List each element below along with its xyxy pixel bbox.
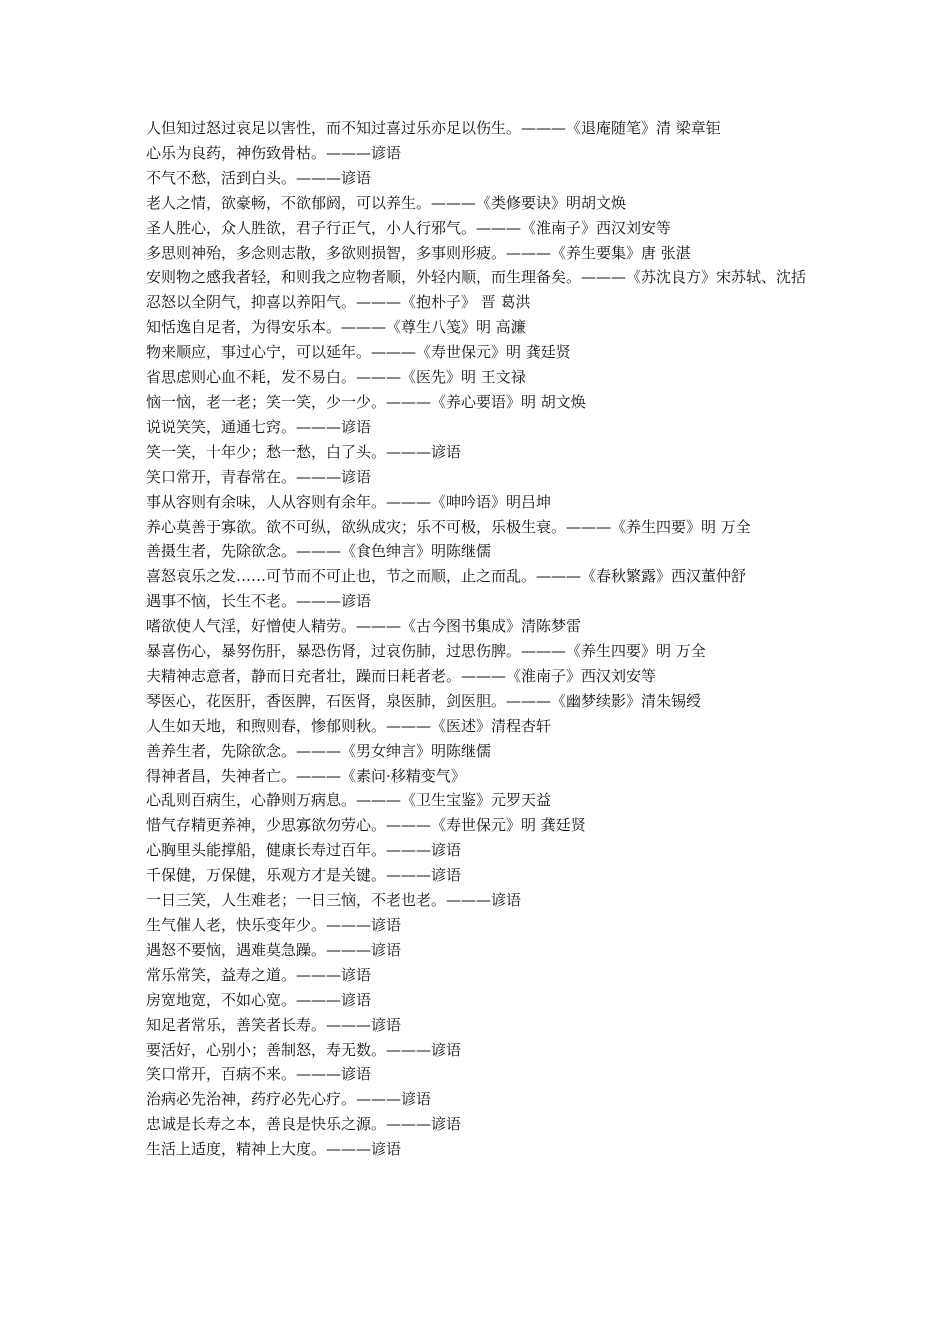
quote-line: 善养生者，先除欲念。———《男女绅言》明陈继儒 xyxy=(146,741,492,760)
quote-line: 生活上适度，精神上大度。———谚语 xyxy=(146,1140,402,1159)
quote-line: 多思则神殆，多念则志散，多欲则损智，多事则形疲。———《养生要集》唐 张湛 xyxy=(146,243,691,262)
quote-line: 心乐为良药，神伤致骨枯。———谚语 xyxy=(146,143,402,162)
quote-line: 圣人胜心，众人胜欲，君子行正气，小人行邪气。———《淮南子》西汉刘安等 xyxy=(146,218,672,237)
quote-line: 琴医心，花医肝，香医脾，石医肾，泉医肺，剑医胆。———《幽梦续影》清朱锡绶 xyxy=(146,691,702,710)
quote-line: 人但知过怒过哀足以害性，而不知过喜过乐亦足以伤生。———《退庵随笔》清 梁章钜 xyxy=(146,119,721,137)
quote-line: 遇怒不要恼，遇难莫急躁。———谚语 xyxy=(146,940,402,959)
quote-line: 养心莫善于寡欲。欲不可纵，欲纵成灾；乐不可极，乐极生衰。———《养生四要》明 万全 xyxy=(146,517,751,536)
quote-line: 生气催人老，快乐变年少。———谚语 xyxy=(146,916,402,934)
quote-line: 心乱则百病生，心静则万病息。———《卫生宝鉴》元罗天益 xyxy=(146,791,552,810)
quote-line: 人生如天地，和煦则春，惨郁则秋。———《医述》清程杏轩 xyxy=(146,716,552,735)
quote-line: 忍怒以全阴气，抑喜以养阳气。———《抱朴子》 晋 葛洪 xyxy=(146,293,531,312)
quote-line: 善摄生者，先除欲念。———《食色绅言》明陈继儒 xyxy=(146,542,492,561)
quote-line: 说说笑笑，通通七窍。———谚语 xyxy=(146,417,372,436)
quote-line: 事从容则有余味，人从容则有余年。———《呻吟语》明吕坤 xyxy=(146,492,552,511)
quote-line: 不气不愁，活到白头。———谚语 xyxy=(146,168,372,187)
quote-line: 心胸里头能撑船，健康长寿过百年。———谚语 xyxy=(146,841,462,860)
document-body xyxy=(146,116,810,1162)
quote-line: 安则物之感我者轻，和则我之应物者顺，外轻内顺，而生理备矣。———《苏沈良方》宋苏轼、沈括 xyxy=(146,268,807,287)
quote-line: 物来顺应，事过心宁，可以延年。———《寿世保元》明 龚廷贤 xyxy=(146,343,571,362)
quote-line: 暴喜伤心，暴努伤肝，暴恐伤肾，过哀伤肺，过思伤脾。———《养生四要》明 万全 xyxy=(146,642,706,661)
quote-line: 笑一笑，十年少；愁一愁，白了头。———谚语 xyxy=(146,442,462,461)
quote-line: 遇事不恼，长生不老。———谚语 xyxy=(146,592,372,611)
quote-line: 笑口常开，青春常在。———谚语 xyxy=(146,467,372,486)
quote-line: 省思虑则心血不耗，发不易白。———《医先》明 王文禄 xyxy=(146,368,526,387)
quote-line: 笑口常开，百病不来。———谚语 xyxy=(146,1065,372,1084)
quote-line: 一日三笑，人生难老；一日三恼，不老也老。———谚语 xyxy=(146,891,522,910)
quote-line: 恼一恼，老一老；笑一笑，少一少。———《养心要语》明 胡文焕 xyxy=(146,392,586,411)
quote-line: 常乐常笑，益寿之道。———谚语 xyxy=(146,965,372,984)
quote-line: 老人之情，欲豪畅，不欲郁阏，可以养生。———《类修要诀》明胡文焕 xyxy=(146,193,627,212)
quote-line: 得神者昌，失神者亡。———《素问·移精变气》 xyxy=(146,766,466,785)
quote-line: 喜怒哀乐之发……可节而不可止也，节之而顺，止之而乱。———《春秋繁露》西汉董仲舒 xyxy=(146,567,747,586)
quote-line: 知恬逸自足者，为得安乐本。———《尊生八笺》明 高濂 xyxy=(146,318,526,337)
quote-line: 知足者常乐，善笑者长寿。———谚语 xyxy=(146,1015,402,1034)
quote-line: 嗜欲使人气淫，好憎使人精劳。———《古今图书集成》清陈梦雷 xyxy=(146,617,582,636)
quote-line: 要活好，心别小；善制怒，寿无数。———谚语 xyxy=(146,1040,462,1059)
quote-line: 千保健，万保健，乐观方才是关键。———谚语 xyxy=(146,866,462,885)
quote-line: 房宽地宽，不如心宽。———谚语 xyxy=(146,990,372,1009)
quote-line: 忠诚是长寿之本，善良是快乐之源。———谚语 xyxy=(146,1115,462,1134)
quote-line: 惜气存精更养神，少思寡欲勿劳心。———《寿世保元》明 龚廷贤 xyxy=(146,816,586,835)
quote-line: 夫精神志意者，静而日充者壮，躁而日耗者老。———《淮南子》西汉刘安等 xyxy=(146,666,657,685)
quote-line: 治病必先治神，药疗必先心疗。———谚语 xyxy=(146,1090,432,1109)
